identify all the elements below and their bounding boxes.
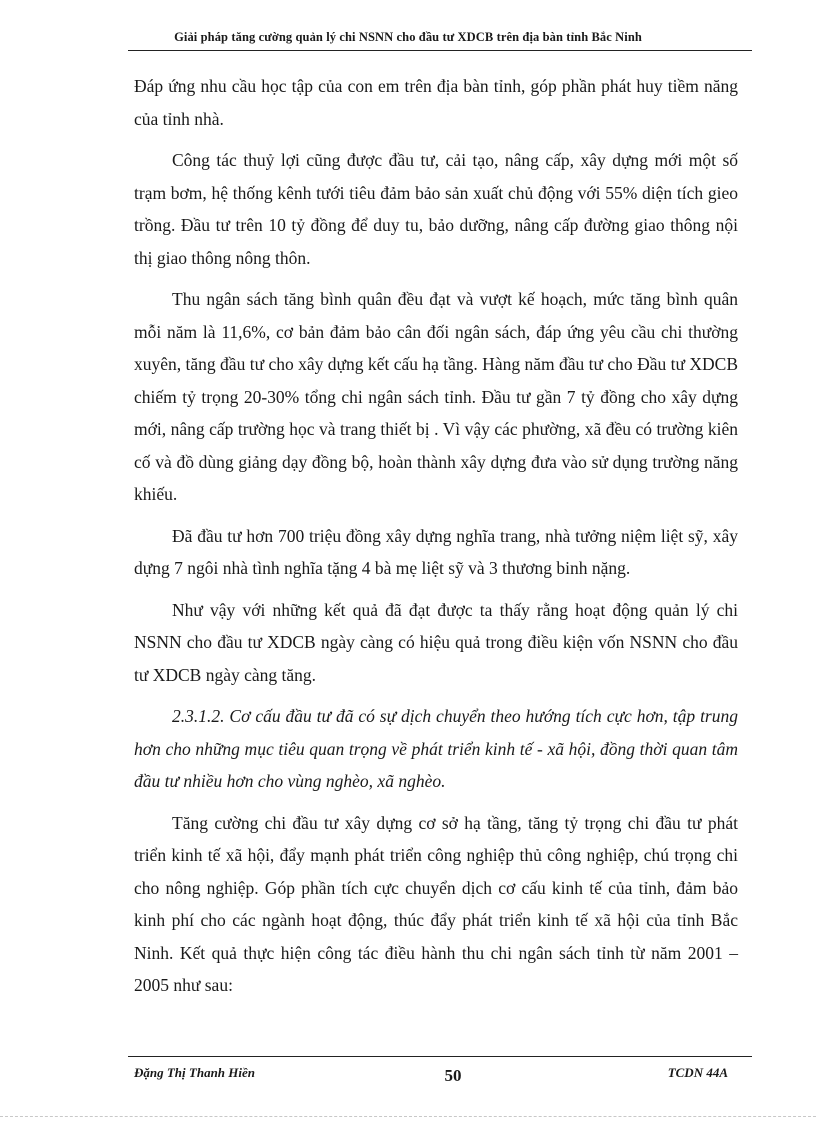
footer-author: Đặng Thị Thanh Hiền xyxy=(134,1065,256,1080)
paragraph-continuation: Đáp ứng nhu cầu học tập của con em trên địa bàn tỉnh, góp phần phát huy tiềm năng của tỉnh nhà. xyxy=(134,76,738,129)
paragraph-results: Như vậy với những kết quả đã đạt được ta thấy rằng hoạt động quản lý chi NSNN cho đầu tư XDCB ngày càng có hiệu quả trong điều kiện vốn NSNN cho đầu tư XDCB ngày càng tăng. xyxy=(134,599,738,685)
section-heading-2-3-1-2: 2.3.1.2. Cơ cấu đầu tư đã có sự dịch chuyển theo hướng tích cực hơn, tập trung hơn cho những mục tiêu quan trọng về phát triển kinh tế - xã hội, đồng thời quan tâm đầu tư nhiều hơn cho vùng nghèo, xã nghèo. xyxy=(134,706,738,791)
paragraph-memorial: Đã đầu tư hơn 700 triệu đồng xây dựng nghĩa trang, nhà tưởng niệm liệt sỹ, xây dựng 7 ngôi nhà tình nghĩa tặng 4 bà mẹ liệt sỹ và 3 thương binh nặng. xyxy=(134,525,738,578)
paragraph-budget-revenue: Thu ngân sách tăng bình quân đều đạt và vượt kế hoạch, mức tăng bình quân mỗi năm là 11,6%, cơ bản đảm bảo cân đối ngân sách, đáp ứng yêu cầu chi thường xuyên, tăng đầu tư cho xây dựng kết cấu hạ tầng. Hàng năm đầu tư cho Đầu tư XDCB chiếm tỷ trọng 20-30% tổng chi ngân sách tỉnh. Đầu tư gần 7 tỷ đồng cho xây dựng mới, nâng cấp trường học và trang thiết bị . Vì vậy các phường, xã đều có trường kiên cố và đồ dùng giảng dạy đồng bộ, hoàn thành xây dựng đưa vào sử dụng trường năng khiếu. xyxy=(134,289,738,504)
paragraph-irrigation: Công tác thuỷ lợi cũng được đầu tư, cải tạo, nâng cấp, xây dựng mới một số trạm bơm, hệ thống kênh tưới tiêu đảm bảo sản xuất chủ động với 55% diện tích gieo trồng. Đầu tư trên 10 tỷ đồng để duy tu, bảo dưỡng, nâng cấp đường giao thông nội thị giao thông nông thôn. xyxy=(134,150,738,268)
header-divider xyxy=(128,50,752,51)
page-bottom-border xyxy=(0,1116,816,1117)
running-header: Giải pháp tăng cường quản lý chi NSNN cho đầu tư XDCB trên địa bàn tỉnh Bắc Ninh xyxy=(174,30,642,44)
paragraph-infrastructure: Tăng cường chi đầu tư xây dựng cơ sở hạ tầng, tăng tỷ trọng chi đầu tư phát triển kinh tế xã hội, đẩy mạnh phát triển công nghiệp thủ công nghiệp, chú trọng chi cho nông nghiệp. Góp phần tích cực chuyển dịch cơ cấu kinh tế của tỉnh, đảm bảo kinh phí cho các ngành hoạt động, thúc đẩy phát triển kinh tế xã hội của tỉnh Bắc Ninh. Kết quả thực hiện công tác điều hành thu chi ngân sách tỉnh từ năm 2001 – 2005 như sau: xyxy=(134,812,738,995)
footer-class-code: TCDN 44A xyxy=(667,1065,728,1080)
page-body xyxy=(134,70,738,1011)
footer-divider xyxy=(128,1056,752,1057)
page-number: 50 xyxy=(444,1066,462,1085)
